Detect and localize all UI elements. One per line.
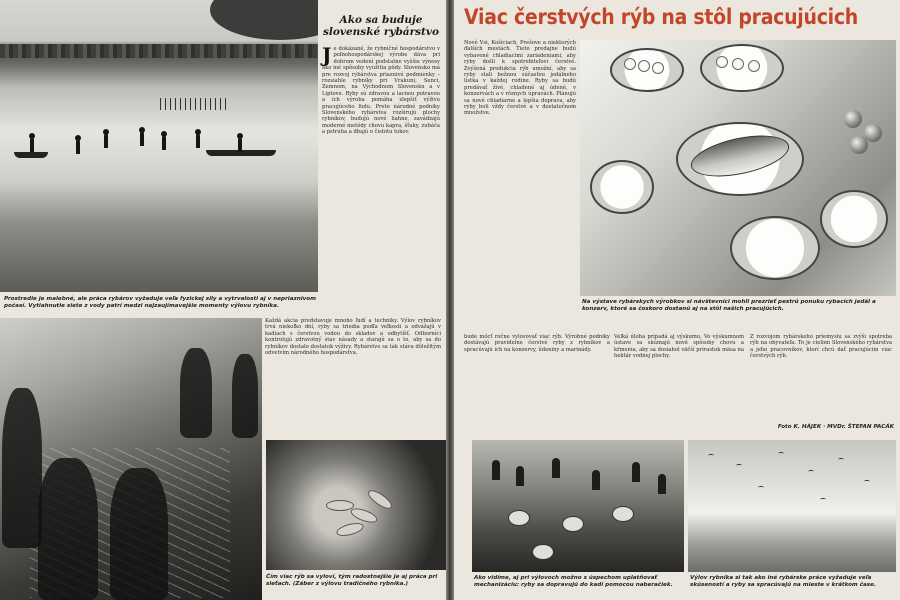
worker xyxy=(592,470,600,490)
fisherman xyxy=(38,458,98,600)
fisherman xyxy=(180,348,212,438)
photo-catch-basket xyxy=(266,440,446,570)
headline: Viac čerstvých rýb na stôl pracujúcich xyxy=(464,5,858,29)
treeline xyxy=(0,44,318,58)
worker xyxy=(492,460,500,480)
article-body: Z rozvojom rybárskeho priemyslu sa zvýši spotreba rýb na obyvateľa. To je cieľom Slovenského rybárstva a jeho pracovníkov, ktorí chcú dať pracujúcim viac čerstvých rýb. xyxy=(750,334,892,360)
bird xyxy=(778,452,784,455)
caption-catch: Čím viac rýb sa vyloví, tým radostnejšie je aj práca pri sieťach. (Záber z výlovu tradičného rybníka.) xyxy=(266,574,438,587)
left-page xyxy=(0,0,446,600)
fish-vat xyxy=(532,544,554,560)
fish-vat xyxy=(562,516,584,532)
apple xyxy=(850,136,868,154)
article-body: bude môcť ročne vylovovať viac rýb. Výrobné podniky dostávajú pravidelne čerstvé ryby z rybníkov a spracúvajú ich na konzervy, údeniny a marinády. xyxy=(464,334,610,353)
egg xyxy=(624,58,636,70)
photo-pond-birds xyxy=(688,440,896,572)
worker xyxy=(516,466,524,486)
left-article-column-2 xyxy=(265,318,441,356)
platter xyxy=(730,216,820,280)
article-body: Nové Vsi, Košiciach, Prešove a niektorých ďalších mestách. Tieto predajne budú vybavené chladiacimi zariadeniami, aby ryby došli k spotrebiteľovi čerstvé. Zvýšená produkcia rýb umožní, aby sa ryby stali bežnou súčasťou jedálneho lístka v každej rodine. Ryby sa budú predávať živé, chladené aj údené, v konzervách a v rôznych úpravách. Plánujú sa nové chladiarne a lepšia doprava, aby ryby boli vždy čerstvé a v dostatočnom množstve. xyxy=(464,40,576,117)
caption-table: Na výstave rybárskych výrobkov si návštevníci mohli prezrieť pestrú ponuku rybacích jedál a konzerv, ktoré sa čoskoro dostanú aj na stôl našich pracujúcich. xyxy=(582,299,876,312)
fish xyxy=(365,487,394,512)
worker xyxy=(632,462,640,482)
caption-lake: Prostredie je malebné, ale práca rybárov vyžaduje veľa fyzickej sily a vytrvalosti aj v nepriaznivom počasí. Vytiahnutie siete z vody patrí medzi najzaujímavejšie momenty výlovu rybníka. xyxy=(4,296,316,309)
worker xyxy=(658,474,666,494)
bird xyxy=(736,464,742,467)
egg xyxy=(732,58,744,70)
fisherman xyxy=(162,136,166,150)
bird xyxy=(864,480,870,483)
page-gutter xyxy=(446,0,454,600)
fish xyxy=(335,521,365,539)
tree-branch xyxy=(210,0,318,40)
fisherman xyxy=(30,138,34,152)
fisherman xyxy=(196,134,200,148)
photo-fish-dishes-table xyxy=(580,40,896,296)
egg xyxy=(748,60,760,72)
photo-fishers-net xyxy=(0,318,262,600)
net-posts xyxy=(160,98,230,110)
fisherman xyxy=(104,134,108,148)
article-body-1-text: e dokázané, že rybničné hospodárstvo v poľnohospodárskej výrobe dáva pri dobrom vedení podstatne vyššie výnosy ako iné spôsoby využitia pôdy. Slovensko má pre rozvoj rybárstva priaznivé podmienky – rozsiahle rybníky pri Vrakuni, Senci, Zemnom, na Východnom Slovensku a v Liptove. Ryby sú zdravou a lacnou potravou a ich výroba pomáha zlepšiť výživu pracujúceho ľudu. Preto národné podniky Slovenského rybárstva rozširujú plochy rybníkov, budujú nové liahne, zavádzajú moderné metódy chovu kapra, šťuky, zubáča a pstruha a dbajú o čistotu tokov. xyxy=(322,46,440,136)
bird xyxy=(838,458,844,461)
egg xyxy=(652,62,664,74)
fish xyxy=(326,500,354,511)
fish-vat xyxy=(508,510,530,526)
right-article-column-3 xyxy=(614,334,744,360)
egg xyxy=(716,56,728,68)
worker xyxy=(552,458,560,478)
platter xyxy=(820,190,888,248)
bird xyxy=(820,498,826,501)
fisherman xyxy=(76,140,80,154)
right-article-column-2 xyxy=(464,334,610,353)
caption-market: Ako vidíme, aj pri výlovoch možno s úspechom uplatňovať mechanizáciu: ryby sa dopravujú do kadí pomocou naberačiek. xyxy=(474,575,673,588)
article-body-1 xyxy=(322,43,440,136)
fisherman xyxy=(2,388,42,548)
apple xyxy=(844,110,862,128)
caption-birds: Výlov rybníka si tak ako iné rybárske práce vyžaduje veľa skúseností a ryby sa spracúvajú na mieste v krátkom čase. xyxy=(690,575,877,588)
fisherman xyxy=(140,132,144,146)
photo-fish-market xyxy=(472,440,684,572)
right-article-column-4 xyxy=(750,334,892,360)
photo-credits: Foto K. HÁJEK · MVDr. ŠTEFAN PACÁK xyxy=(777,424,894,430)
article-body-2: Každá akcia predstavuje mnoho ľudí a techniky. Výlov rybníkov trvá niekoľko dní, ryby sa triedia podľa veľkosti a odvážajú v kadiach s čerstvou vodou do skladov a odbytíšť. Odborníci kontrolujú zdravotný stav násady a starajú sa o to, aby sa do rybníkov dostalo dostatok výživy. Rybárstvo sa tak stáva dôležitým odvetvím národného hospodárstva. xyxy=(265,318,441,357)
bird xyxy=(708,454,714,457)
article-body: Veľká úloha pripadá aj výskumu. Vo výskumnom ústave sa skúmajú nové spôsoby chovu a kŕmenia, aby sa dosiahol väčší prírastok mäsa na hektár vodnej plochy. xyxy=(614,334,744,360)
bird xyxy=(758,486,764,489)
fish-vat xyxy=(612,506,634,522)
egg xyxy=(638,60,650,72)
boat xyxy=(14,152,48,158)
fisherman xyxy=(232,354,258,438)
platter xyxy=(590,160,654,214)
article-title: Ako sa buduje slovenské rybárstvo xyxy=(322,14,440,38)
right-article-column-1 xyxy=(464,40,576,117)
fisherman xyxy=(238,138,242,152)
apple xyxy=(864,124,882,142)
left-article-column-1 xyxy=(322,14,440,136)
right-page xyxy=(454,0,900,600)
drop-cap: J xyxy=(322,43,332,67)
bird xyxy=(808,470,814,473)
photo-lake-fishing xyxy=(0,0,318,292)
fisherman xyxy=(110,468,168,600)
